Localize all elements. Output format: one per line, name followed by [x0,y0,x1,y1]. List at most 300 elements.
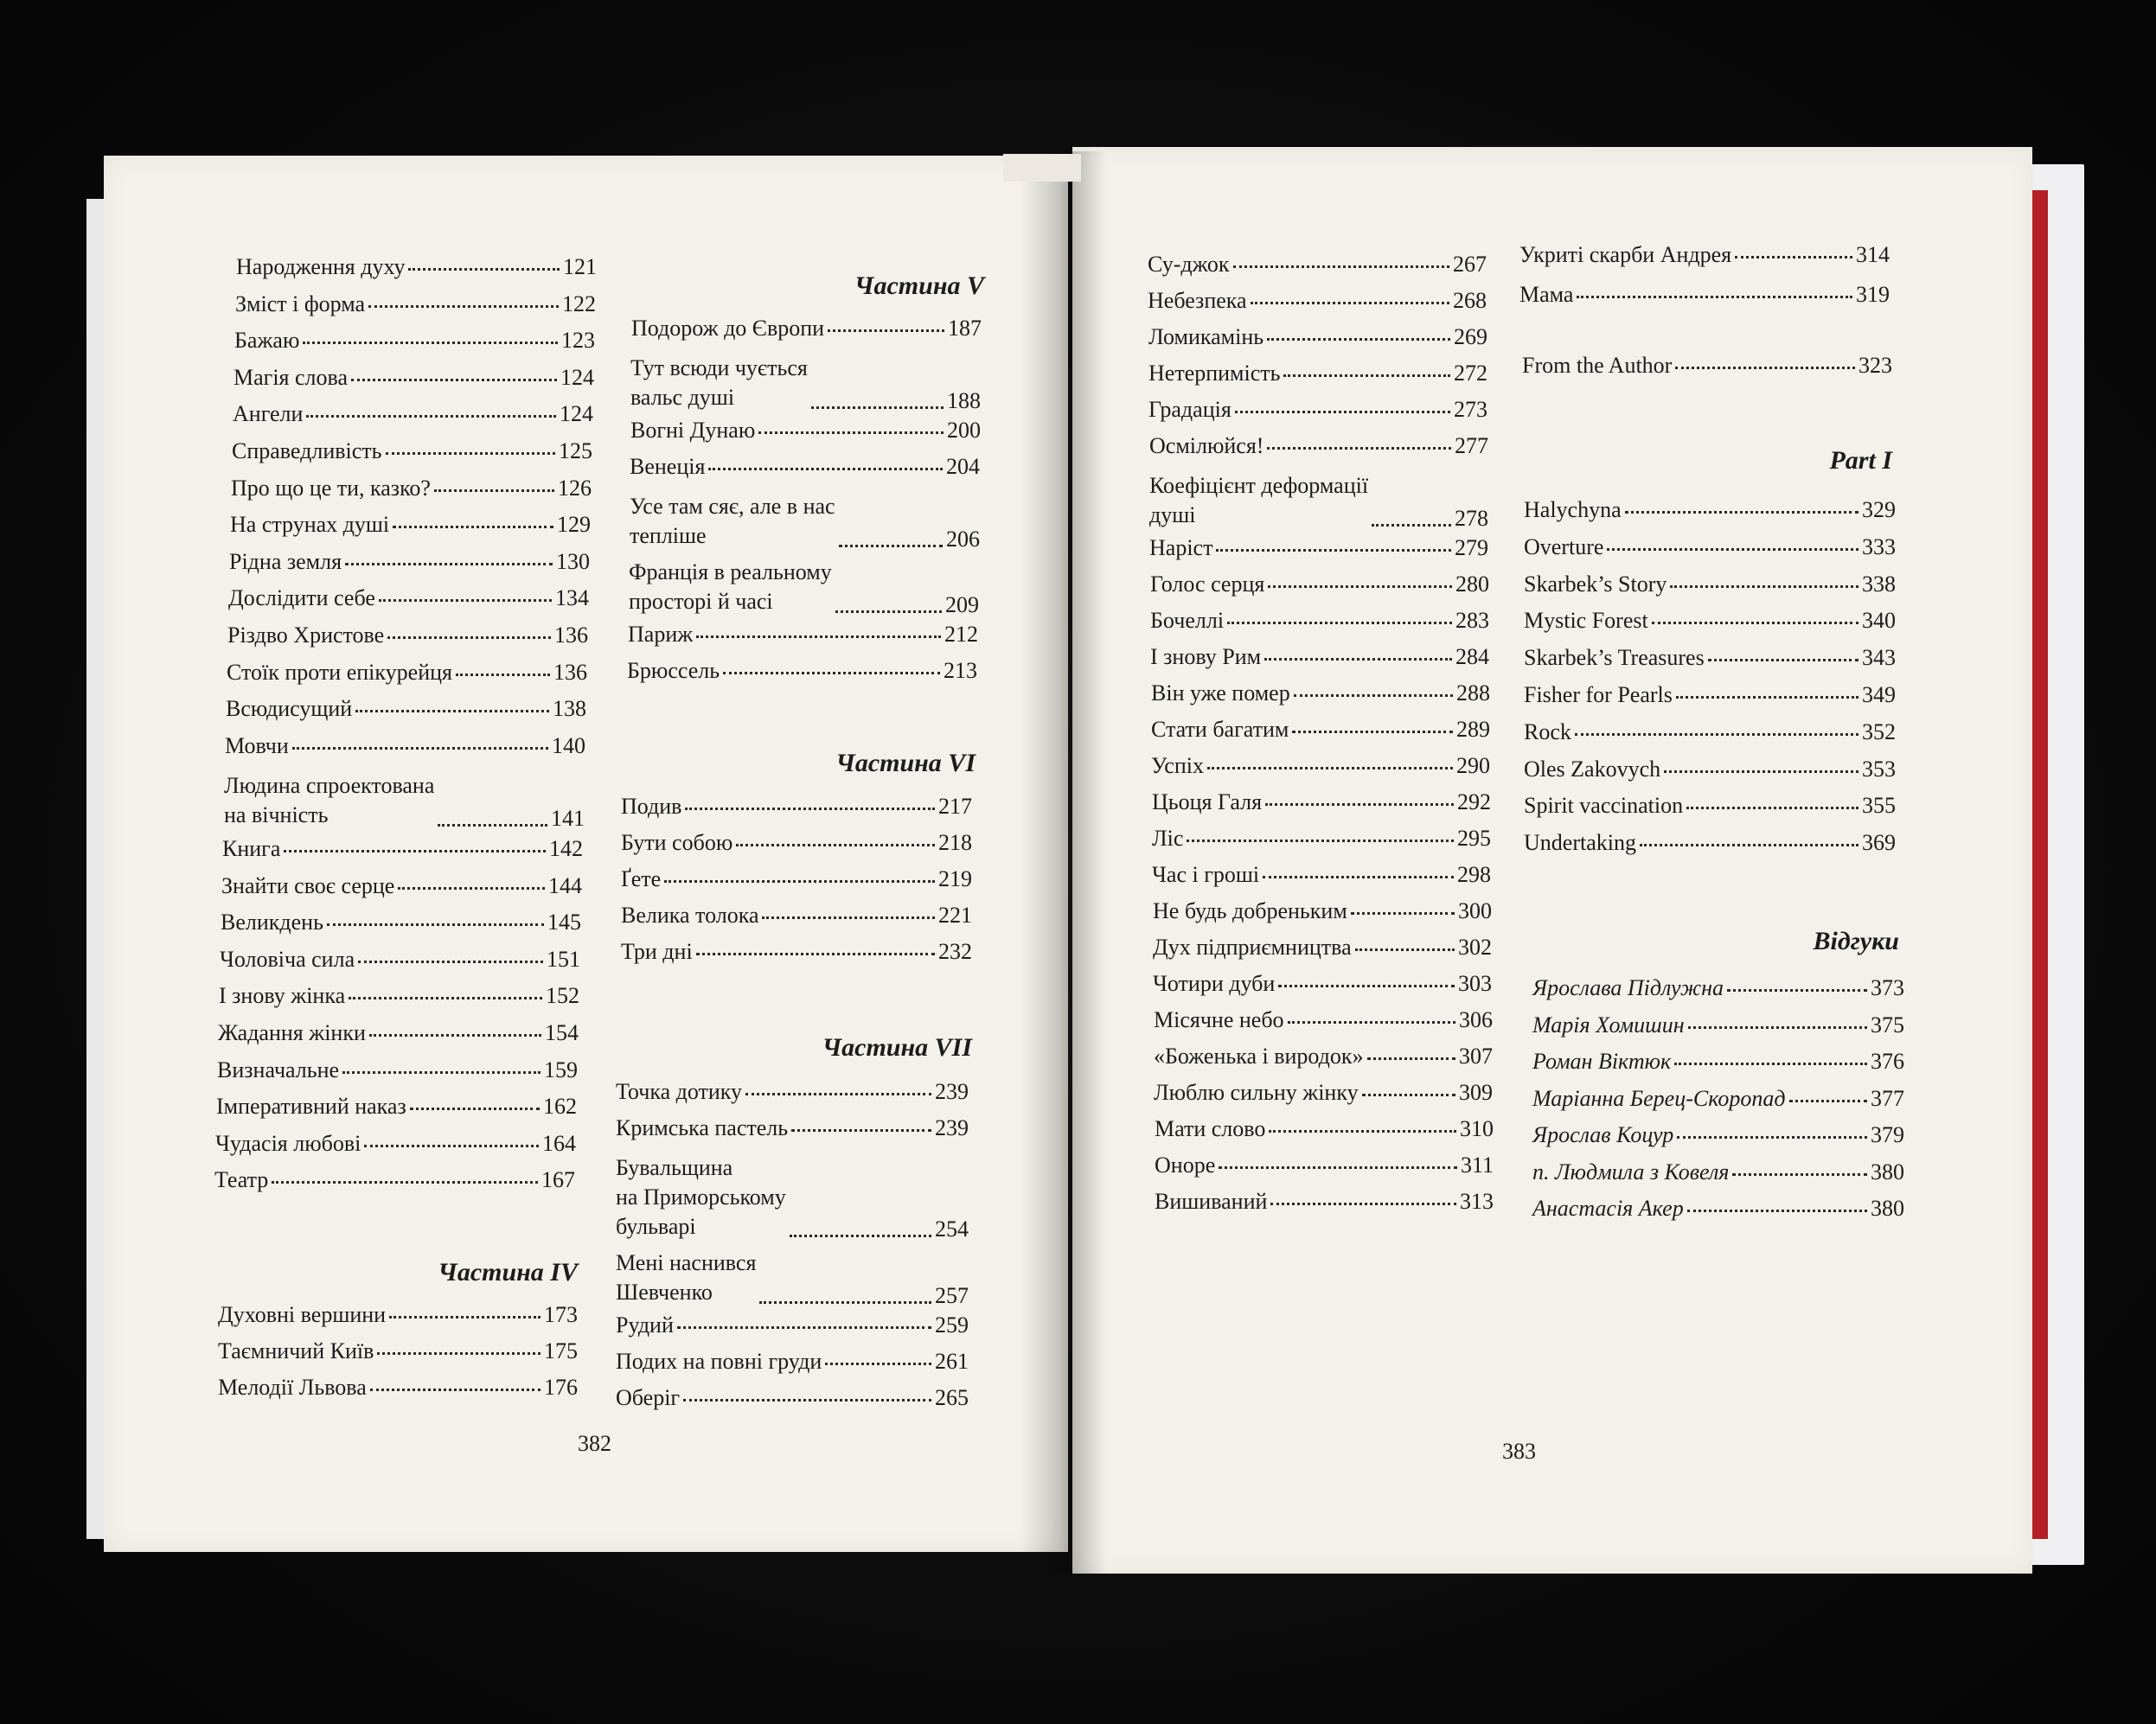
leader-dots [1267,338,1450,341]
toc-entry-page-number: 254 [935,1216,969,1242]
toc-entry-title: Су-джок [1148,252,1230,277]
toc-entry [1154,1009,1493,1031]
toc-entry [231,477,592,500]
toc-entry-title: Подорож до Європи [631,316,825,341]
toc-entry-page-number: 124 [560,364,594,390]
leader-dots [1675,367,1855,369]
toc-entry-page-number: 167 [541,1167,575,1193]
leader-dots [1292,731,1453,733]
toc-entry [222,838,583,860]
toc-entry-page-number: 329 [1862,497,1896,522]
toc-entry [218,1304,578,1326]
toc-entry-page-number: 295 [1457,826,1491,851]
toc-entry-title: Успіх [1151,753,1204,778]
leader-dots [1216,549,1451,552]
toc-entry [631,317,982,340]
leader-dots [1187,840,1454,842]
toc-entry-title: Люблю сильну жінку [1154,1080,1359,1105]
toc-entry-title: Три дні [621,939,693,964]
toc-entry-title: І знову Рим [1150,644,1262,669]
toc-entry [232,440,592,463]
toc-entry [628,623,978,646]
toc-entry [1148,290,1487,312]
toc-entry [1154,1045,1493,1068]
toc-entry-page-number: 280 [1455,571,1489,597]
toc-entry-page-number: 300 [1458,898,1492,923]
toc-entry-page-number: 145 [547,910,581,935]
leader-dots [696,953,935,955]
leader-dots [377,1352,541,1355]
toc-entry-title: Ґете [621,866,662,891]
toc-entry-title: Коефіцієнт деформації душі [1149,473,1369,527]
toc-entry-page-number: 159 [544,1057,578,1082]
toc-entry-title: Велика толока [621,903,759,928]
bookmark-ribbon [1003,154,1081,182]
toc-entry [627,660,977,682]
toc-entry [629,558,979,616]
leader-dots [835,610,942,613]
toc-entry [1148,253,1487,276]
toc-entry-page-number: 353 [1862,756,1896,782]
leader-dots [759,1301,931,1304]
toc-entry [1149,471,1488,530]
leader-dots [410,1108,540,1110]
book-gutter [1020,151,1107,1574]
toc-entry-title: Укриті скарби Андрея [1519,242,1732,267]
toc-entry-title: Париж [628,622,694,647]
toc-entry-title: Нетерпимість [1148,361,1281,386]
leader-dots [408,268,560,271]
toc-entry-page-number: 267 [1453,252,1487,277]
toc-entry-title: Дух підприємництва [1153,935,1352,960]
leader-dots [1727,989,1867,992]
leader-dots [434,489,554,492]
toc-entry [1150,646,1489,668]
toc-entry-title: Дослідити себе [228,585,375,611]
toc-entry-title: Oles Zakovych [1524,756,1661,782]
toc-entry [1532,1085,1904,1111]
part-heading: Частина VI [835,749,976,777]
toc-entry-page-number: 375 [1871,1012,1904,1038]
leader-dots [1263,876,1454,878]
leader-dots [1362,1094,1455,1096]
toc-entry-page-number: 309 [1459,1080,1493,1105]
toc-entry-page-number: 173 [544,1302,578,1327]
toc-entry-page-number: 204 [946,454,980,479]
leader-dots [370,1389,541,1391]
leader-dots [1367,1057,1455,1060]
toc-entry-page-number: 130 [556,548,590,574]
toc-entry-title: Skarbek’s Treasures [1524,645,1705,671]
toc-entry-page-number: 380 [1871,1159,1904,1184]
toc-entry-page-number: 269 [1454,324,1487,349]
toc-entry-page-number: 273 [1454,397,1487,422]
leader-dots [1677,1136,1867,1139]
toc-entry [1532,1124,1904,1146]
leader-dots [1265,803,1454,806]
toc-entry-title: Чоловіча сила [220,946,355,972]
toc-entry-title: Halychyna [1524,497,1622,522]
leader-dots [839,545,943,547]
toc-entry-title: Людина спроектована на вічність [224,773,435,828]
toc-entry-title: Fisher for Pearls [1524,682,1673,707]
leader-dots [664,880,935,883]
part-heading: Частина IV [438,1258,578,1287]
toc-entry-page-number: 140 [552,732,585,758]
part-heading: Part I [1829,446,1892,475]
toc-entry-page-number: 257 [935,1282,969,1308]
toc-entry [621,904,972,927]
toc-entry [235,293,596,316]
toc-entry [1151,755,1490,777]
toc-entry [1524,610,1896,632]
leader-dots [272,1181,538,1184]
toc-entry-page-number: 175 [544,1338,578,1363]
toc-entry [1148,399,1487,421]
toc-entry-title: Undertaking [1524,830,1636,856]
leader-dots [1708,659,1859,661]
leader-dots [1625,511,1859,514]
toc-entry [616,1350,969,1373]
toc-entry-page-number: 126 [558,475,592,501]
toc-entry-title: Мовчи [225,732,289,758]
leader-dots [758,431,944,434]
toc-entry-page-number: 209 [945,591,979,617]
leader-dots [369,1034,541,1037]
toc-entry-page-number: 265 [935,1385,969,1410]
toc-entry-page-number: 313 [1460,1189,1494,1214]
toc-entry-page-number: 206 [946,526,980,552]
toc-entry-page-number: 290 [1456,753,1490,778]
toc-entry-page-number: 122 [562,291,596,316]
leader-dots [1686,807,1859,809]
toc-entry-page-number: 379 [1871,1122,1904,1147]
leader-dots [1640,844,1859,846]
leader-dots [1235,411,1450,413]
toc-entry-page-number: 369 [1862,830,1896,856]
toc-entry-title: Осмілюйся! [1149,433,1264,458]
toc-entry [630,456,980,478]
leader-dots [1288,1021,1455,1024]
toc-entry [227,661,587,684]
toc-entry-page-number: 380 [1871,1196,1904,1221]
leader-dots [398,887,545,890]
toc-entry-page-number: 306 [1459,1007,1493,1032]
toc-entry [1152,864,1491,886]
toc-entry-page-number: 232 [938,939,972,964]
toc-entry [229,548,590,574]
toc-entry-page-number: 154 [545,1020,579,1045]
toc-entry [230,514,591,536]
toc-entry-page-number: 123 [561,328,595,354]
leader-dots [1227,622,1452,624]
toc-entry-title: Кримська пастель [616,1115,789,1140]
toc-entry [1532,1161,1904,1184]
toc-entry-title: Таємничий Київ [218,1338,374,1363]
toc-entry-title: Визначальне [217,1057,340,1082]
toc-entry [233,403,593,425]
leader-dots [345,563,553,565]
page-number-right: 383 [1502,1439,1536,1464]
toc-entry-title: Рідна земля [229,548,342,574]
leader-dots [736,844,935,846]
toc-entry-page-number: 284 [1455,644,1489,669]
toc-entry-page-number: 217 [938,794,972,819]
toc-entry [1153,900,1492,923]
toc-entry [1152,791,1491,814]
leader-dots [1233,265,1449,268]
leader-dots [368,305,559,308]
leader-dots [1268,585,1452,588]
toc-entry-page-number: 152 [546,983,579,1009]
toc-entry-page-number: 303 [1458,971,1492,996]
toc-entry [220,948,580,971]
toc-entry-title: Подив [621,794,682,819]
leader-dots [358,961,543,963]
toc-entry-title: Бувальщина на Приморському бульварі [616,1155,786,1239]
leader-dots [723,672,940,674]
toc-entry-title: Ярослава Підлужна [1532,975,1724,1000]
leader-dots [790,1235,931,1237]
toc-entry-title: Чотири дуби [1153,971,1276,996]
toc-entry [1532,1197,1904,1220]
toc-entry-title: Театр [214,1167,269,1193]
leader-dots [677,1326,931,1329]
toc-entry-page-number: 134 [555,585,589,611]
leader-dots [342,1071,541,1074]
toc-entry-page-number: 279 [1455,535,1488,560]
toc-entry [225,732,585,758]
toc-entry-page-number: 283 [1455,608,1489,633]
leader-dots [284,850,546,852]
toc-entry [1519,244,1890,266]
toc-entry-title: Народження духу [236,254,406,279]
toc-entry [1532,1050,1904,1073]
leader-dots [1283,374,1450,377]
toc-entry-title: Бути собою [621,830,733,855]
toc-entry [616,1387,969,1409]
toc-entry-title: Різдво Христове [227,623,385,648]
toc-entry-page-number: 314 [1856,242,1890,267]
toc-entry [226,698,586,720]
toc-entry-title: На струнах душі [230,512,390,538]
leader-dots [1269,1130,1456,1133]
leader-dots [349,997,542,999]
toc-entry-title: Spirit vaccination [1524,793,1684,819]
toc-entry [218,1376,578,1399]
leader-dots [1664,770,1859,773]
leader-dots [696,635,941,638]
toc-entry-title: Місячне небо [1154,1007,1284,1032]
toc-entry [616,1248,969,1307]
leader-dots [306,415,556,418]
leader-dots [1732,1173,1867,1176]
toc-entry-title: Стати багатим [1151,717,1289,742]
toc-entry [1155,1154,1494,1177]
toc-entry [1153,936,1492,959]
toc-entry-page-number: 125 [559,438,592,463]
toc-entry-page-number: 138 [553,696,586,722]
toc-entry-page-number: 377 [1871,1085,1904,1111]
toc-entry [218,1022,579,1044]
toc-entry-title: Жадання жінки [218,1020,366,1045]
toc-entry [630,419,981,442]
leader-dots [1674,1063,1867,1065]
toc-entry-title: Роман Віктюк [1532,1049,1672,1074]
toc-entry-page-number: 213 [944,658,977,683]
toc-entry-title: Rock [1524,718,1571,744]
leader-dots [1607,548,1859,551]
leader-dots [355,710,549,712]
toc-entry-title: Градація [1148,397,1232,422]
leader-dots [1735,256,1852,259]
toc-entry [616,1081,969,1103]
toc-entry [621,941,972,963]
toc-entry-page-number: 343 [1862,645,1896,671]
toc-entry [214,1169,575,1191]
toc-entry-title: Ангели [233,401,304,427]
toc-entry [621,832,972,854]
toc-entry-title: Венеція [630,454,706,479]
toc-entry-title: Ліс [1152,826,1184,851]
toc-entry [1151,682,1490,705]
toc-entry [236,256,597,278]
toc-entry-title: From the Author [1522,353,1673,378]
leader-dots [1351,912,1455,915]
toc-entry-title: Ломикамінь [1148,324,1264,349]
toc-entry-title: Бажаю [234,328,300,354]
toc-entry-page-number: 200 [947,418,981,443]
toc-entry-page-number: 277 [1455,433,1488,458]
toc-entry-title: Імперативний наказ [216,1094,406,1120]
toc-entry-page-number: 141 [551,805,585,831]
toc-entry-page-number: 310 [1460,1116,1494,1141]
toc-entry-title: Цьоця Галя [1152,789,1263,814]
toc-entry-page-number: 239 [935,1079,969,1104]
leader-dots [393,526,553,528]
toc-entry [1524,684,1896,706]
toc-entry-title: Брюссель [627,658,720,683]
leader-dots [1251,302,1449,304]
toc-entry [621,795,972,818]
leader-dots [1577,296,1852,298]
toc-entry-page-number: 219 [938,866,972,891]
toc-entry [1524,718,1896,744]
leader-dots [1372,524,1451,527]
toc-entry-title: Мелодії Львова [218,1375,367,1400]
toc-entry [1155,1118,1494,1140]
toc-entry [1532,977,1904,999]
toc-entry-page-number: 278 [1455,505,1488,531]
leader-dots [389,1316,541,1319]
toc-entry-title: Франція в реальному просторі й часі [629,559,832,614]
toc-entry [1149,537,1488,559]
leader-dots [456,674,550,676]
part-heading: Відгуки [1813,927,1899,955]
toc-entry-title: Точка дотику [616,1079,743,1104]
toc-entry-title: Всюдисущий [226,696,353,722]
toc-entry-title: Про що це ти, казко? [231,475,431,501]
toc-entry [1532,1014,1904,1037]
toc-entry-title: Бочеллі [1150,608,1225,633]
leader-dots [1270,1203,1456,1205]
toc-entry [1524,758,1896,781]
leader-dots [1575,733,1859,736]
toc-entry-title: Зміст і форма [235,291,366,316]
leader-dots [745,1093,931,1095]
toc-entry [621,868,972,891]
leader-dots [351,379,557,381]
toc-entry [215,1130,576,1156]
leader-dots [303,342,558,344]
toc-entry-title: Тут всюди чується вальс душі [630,355,808,410]
leader-dots [1789,1100,1867,1102]
toc-entry-title: п. Людмила з Ковеля [1532,1159,1730,1184]
leader-dots [762,916,935,919]
toc-entry [224,771,585,830]
toc-entry-page-number: 188 [947,387,981,413]
toc-entry [1149,435,1488,457]
toc-entry-title: І знову жінка [219,983,346,1009]
toc-entry-page-number: 136 [554,623,588,648]
leader-dots [828,329,944,332]
leader-dots [327,923,544,926]
toc-entry-page-number: 272 [1454,361,1487,386]
toc-entry [1148,362,1487,385]
toc-entry [228,587,589,610]
toc-entry [1150,610,1489,632]
leader-dots [364,1145,539,1147]
toc-entry-page-number: 307 [1459,1044,1493,1069]
toc-entry-title: Рудий [616,1312,674,1338]
leader-dots [292,747,548,750]
toc-entry [616,1153,969,1241]
toc-entry-page-number: 221 [938,903,972,928]
toc-entry [234,364,594,390]
toc-entry [1150,573,1489,596]
leader-dots [1676,696,1859,699]
toc-entry-page-number: 142 [549,836,583,861]
part-heading: Частина VII [822,1033,972,1062]
toc-entry [616,1117,969,1140]
toc-entry [616,1314,969,1337]
toc-entry-page-number: 259 [935,1312,969,1338]
leader-dots [825,1363,931,1365]
toc-entry-page-number: 340 [1862,608,1896,634]
leader-dots [438,824,547,827]
leader-dots [1355,948,1455,951]
toc-entry-page-number: 151 [547,946,580,972]
page-number-left: 382 [578,1431,611,1456]
toc-entry-title: Великдень [221,910,323,935]
toc-entry-page-number: 162 [543,1094,577,1120]
leader-dots [708,468,943,470]
toc-entry-page-number: 292 [1457,789,1491,814]
toc-entry-title: Чудасія любові [215,1130,361,1156]
leader-dots [811,406,944,409]
toc-entry-title: Духовні вершини [218,1302,387,1327]
toc-entry-page-number: 187 [948,316,982,341]
leader-dots [1652,622,1859,624]
toc-entry-title: Наріст [1149,535,1213,560]
toc-entry-title: Магія слова [234,364,348,390]
leader-dots [1219,1166,1457,1169]
leader-dots [791,1129,931,1132]
toc-entry-page-number: 376 [1871,1049,1904,1074]
toc-entry [1155,1191,1494,1213]
toc-entry [219,985,579,1007]
toc-entry-page-number: 302 [1458,935,1492,960]
